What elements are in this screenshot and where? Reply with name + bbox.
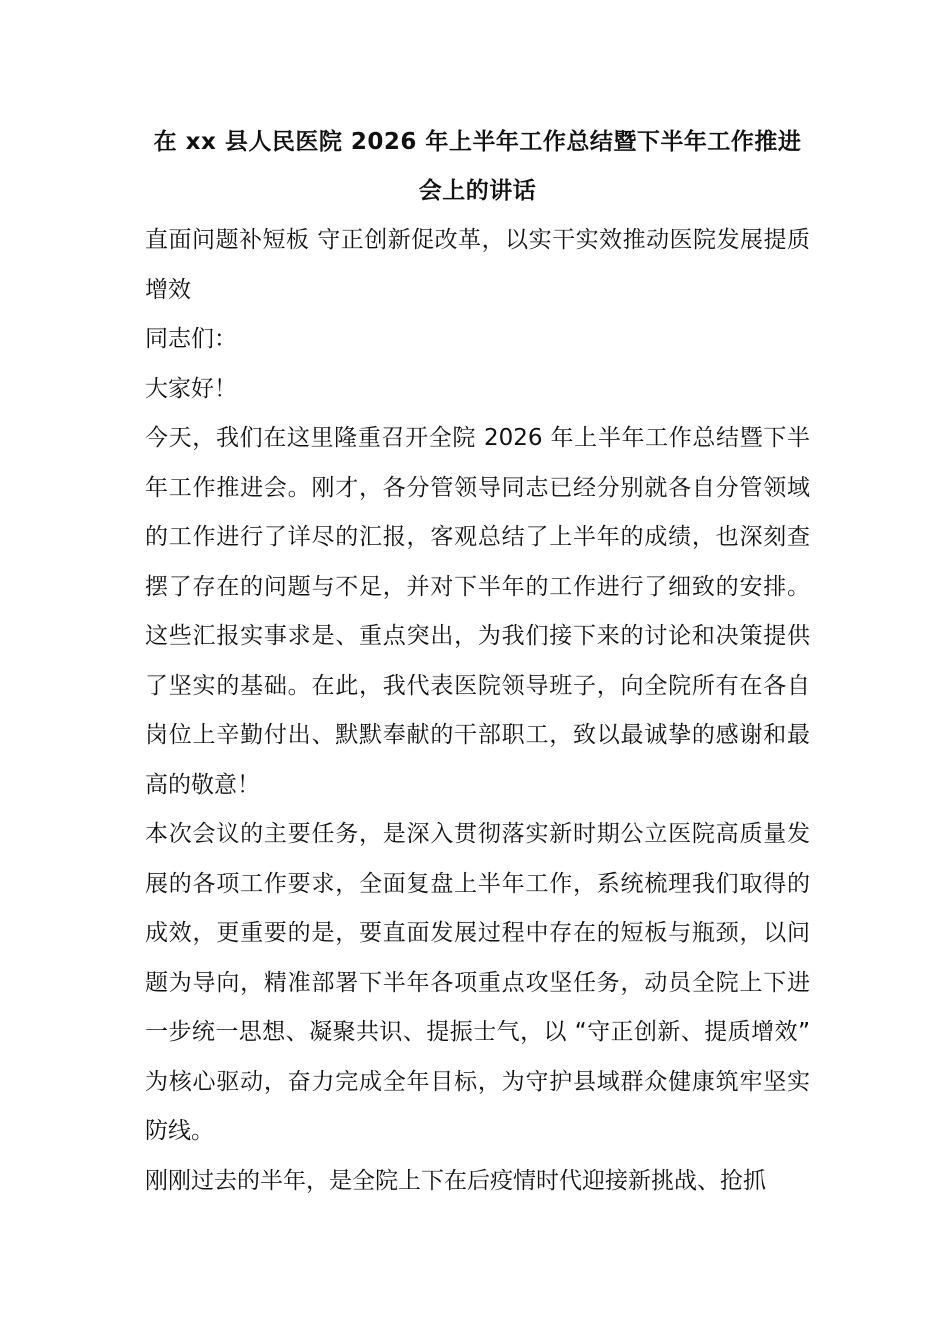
body-paragraph-1: 今天，我们在这里隆重召开全院 2026 年上半年工作总结暨下半年工作推进会。刚才，各分管领导同志已经分别就各自分管领域的工作进行了详尽的汇报，客观总结了上半年的成绩，也深刻查摆了存在的问题与不足，并对下半年的工作进行了细致的安排。这些汇报实事求是、重点突出，为我们接下来的讨论和决策提供了坚实的基础。在此，我代表医院领导班子，向全院所有在各自岗位上辛勤付出、默默奉献的干部职工，致以最诚挚的感谢和最高的敬意！	[145, 425, 810, 798]
document-page	[145, 118, 810, 1206]
document-title: 在 xx 县人民医院 2026 年上半年工作总结暨下半年工作推进会上的讲话	[153, 129, 802, 204]
body-paragraph-3: 刚刚过去的半年，是全院上下在后疫情时代迎接新挑战、抢抓	[145, 1167, 766, 1194]
body-paragraph-2: 本次会议的主要任务，是深入贯彻落实新时期公立医院高质量发展的各项工作要求，全面复盘上半年工作，系统梳理我们取得的成效，更重要的是，要直面发展过程中存在的短板与瓶颈，以问题为导向，精准部署下半年各项重点攻坚任务，动员全院上下进一步统一思想、凝聚共识、提振士气，以 “守正创新、提质增效” 为核心驱动，奋力完成全年目标，为守护县域群众健康筑牢坚实防线。	[145, 821, 810, 1144]
document-subtitle: 直面问题补短板 守正创新促改革，以实干实效推动医院发展提质增效	[145, 227, 810, 303]
salutation: 同志们：	[145, 326, 237, 352]
greeting: 大家好！	[145, 375, 237, 402]
